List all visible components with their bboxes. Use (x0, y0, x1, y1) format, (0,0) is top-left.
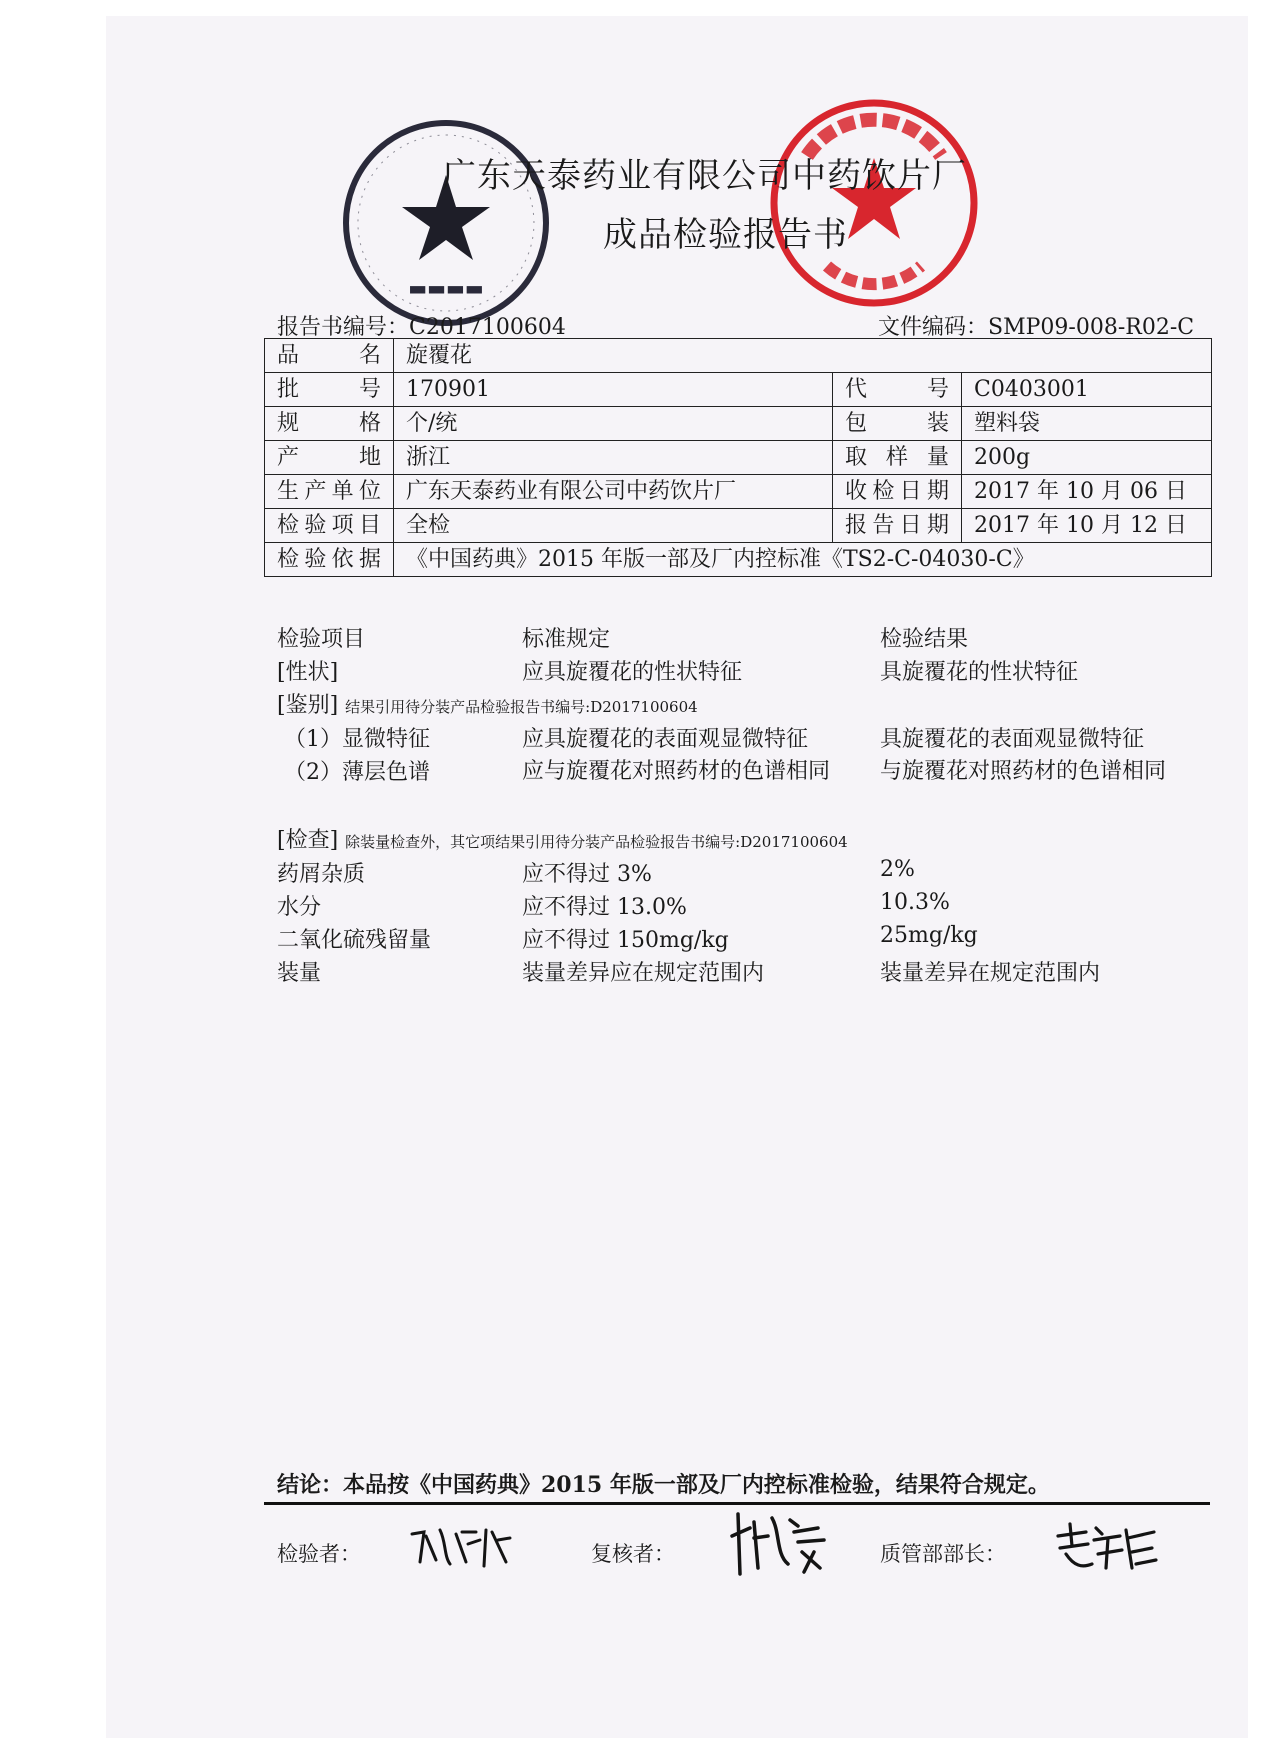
col-item-header: 检验项目 (277, 627, 366, 652)
microscopy-result: 具旋覆花的表面观显微特征 (880, 727, 1145, 752)
result-item: 二氧化硫残留量 (277, 928, 432, 953)
qa-manager-signature (1052, 1518, 1162, 1576)
product-name: 旋覆花 (394, 339, 1212, 373)
identification-note: 结果引用待分装产品检验报告书编号:D2017100604 (345, 698, 698, 716)
report-number-line (277, 310, 566, 341)
document-code: SMP09-008-R02-C (988, 315, 1195, 340)
origin-label: 产 地 (265, 441, 394, 475)
sample-label: 取样量 (833, 441, 962, 475)
document-code-line (878, 310, 1194, 341)
result-item: 装量 (277, 961, 322, 986)
package-value: 塑料袋 (962, 407, 1212, 441)
code-label: 代 号 (833, 373, 962, 407)
report-number-label: 报告书编号： (277, 315, 410, 340)
reviewer-signature (728, 1508, 834, 1580)
character-label: [性状] (277, 660, 339, 685)
receive-date-value: 2017 年 10 月 06 日 (962, 475, 1212, 509)
identification-label: [鉴别] (277, 693, 339, 718)
items-value: 全检 (394, 509, 833, 543)
character-standard: 应具旋覆花的性状特征 (522, 660, 743, 685)
report-date-label: 报告日期 (833, 509, 962, 543)
sample-value: 200g (962, 441, 1212, 475)
table-row (265, 475, 1212, 509)
code-value: C0403001 (962, 373, 1212, 407)
character-result: 具旋覆花的性状特征 (880, 660, 1079, 685)
qa-manager-label: 质管部部长： (880, 1542, 1006, 1566)
receive-date-label: 收检日期 (833, 475, 962, 509)
inspector-signature (406, 1522, 516, 1572)
company-title: 广东天泰药业有限公司中药饮片厂 (442, 156, 967, 196)
batch-value: 170901 (394, 373, 833, 407)
result-value: 10.3% (880, 890, 950, 915)
result-item: 药屑杂质 (277, 862, 366, 887)
result-standard: 应不得过 150mg/kg (522, 928, 729, 953)
conclusion-text: 结论：本品按《中国药典》2015 年版一部及厂内控标准检验，结果符合规定。 (277, 1472, 1050, 1498)
table-row (265, 441, 1212, 475)
identification-line (277, 688, 698, 719)
col-standard-header: 标准规定 (522, 627, 611, 652)
batch-label: 批 号 (265, 373, 394, 407)
producer-label: 生产单位 (265, 475, 394, 509)
origin-value: 浙江 (394, 441, 833, 475)
right-quality-seal (767, 96, 981, 310)
result-standard: 装量差异应在规定范围内 (522, 961, 765, 986)
spec-value: 个/统 (394, 407, 833, 441)
microscopy-label: （1）显微特征 (284, 727, 430, 752)
product-info-table (264, 338, 1212, 577)
result-standard: 应不得过 13.0% (522, 895, 687, 920)
basis-value: 《中国药典》2015 年版一部及厂内控标准《TS2-C-04030-C》 (394, 543, 1212, 577)
spec-label: 规 格 (265, 407, 394, 441)
report-number: C2017100604 (409, 315, 566, 340)
tlc-label: （2）薄层色谱 (284, 760, 430, 785)
table-row (265, 407, 1212, 441)
producer-value: 广东天泰药业有限公司中药饮片厂 (394, 475, 833, 509)
table-row (265, 373, 1212, 407)
microscopy-standard: 应具旋覆花的表面观显微特征 (522, 727, 809, 752)
table-row (265, 543, 1212, 577)
conclusion-divider (264, 1502, 1210, 1505)
inspector-label: 检验者： (277, 1542, 361, 1566)
result-standard: 应不得过 3% (522, 862, 652, 887)
document-code-label: 文件编码： (878, 315, 989, 340)
result-value: 25mg/kg (880, 923, 978, 948)
tlc-standard: 应与旋覆花对照药材的色谱相同 (522, 759, 831, 784)
package-label: 包 装 (833, 407, 962, 441)
result-value: 2% (880, 857, 915, 882)
tlc-result: 与旋覆花对照药材的色谱相同 (880, 759, 1167, 784)
table-row (265, 509, 1212, 543)
result-value: 装量差异在规定范围内 (880, 961, 1101, 986)
check-note: 除装量检查外，其它项结果引用待分装产品检验报告书编号:D2017100604 (345, 833, 848, 851)
check-line (277, 823, 848, 854)
table-row (265, 339, 1212, 373)
col-result-header: 检验结果 (880, 627, 969, 652)
report-date-value: 2017 年 10 月 12 日 (962, 509, 1212, 543)
svg-text:▬▬▬▬: ▬▬▬▬ (408, 276, 484, 300)
report-title: 成品检验报告书 (603, 215, 848, 255)
reviewer-label: 复核者： (591, 1542, 675, 1566)
check-label: [检查] (277, 828, 339, 853)
basis-label: 检验依据 (265, 543, 394, 577)
product-name-label: 品 名 (265, 339, 394, 373)
result-item: 水分 (277, 895, 322, 920)
items-label: 检验项目 (265, 509, 394, 543)
